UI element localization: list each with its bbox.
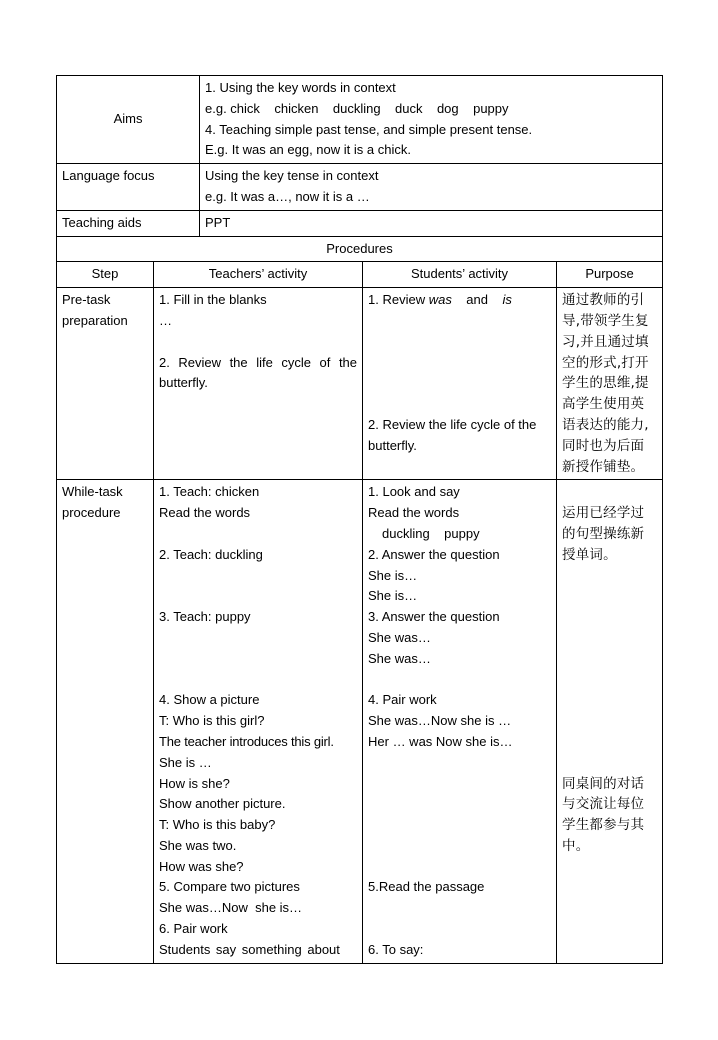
pre-task-step: Pre-task preparation bbox=[57, 288, 154, 480]
teacher-line: T: Who is this girl? bbox=[159, 713, 265, 729]
purpose-text: 运用已经学过的句型操练新授单词。 bbox=[562, 505, 645, 563]
aims-content bbox=[200, 76, 663, 164]
teacher-line: 2. Review the life cycle of the butterfly. bbox=[159, 354, 358, 391]
teacher-line: Read the words bbox=[159, 505, 251, 521]
header-student: Students’ activity bbox=[363, 262, 557, 288]
aims-line: E.g. It was an egg, now it is a chick. bbox=[205, 142, 411, 158]
teacher-line: 1. Teach: chicken bbox=[159, 484, 260, 500]
teacher-line: 6. Pair work bbox=[159, 921, 228, 937]
language-focus-label: Language focus bbox=[57, 164, 200, 211]
teacher-line: T: Who is this baby? bbox=[159, 817, 276, 833]
procedures-header-row bbox=[57, 262, 663, 288]
teacher-line: She is … bbox=[159, 754, 212, 770]
while-task-row bbox=[57, 480, 663, 963]
aims-line: 1. Using the key words in context bbox=[205, 80, 396, 95]
pre-task-teacher bbox=[154, 288, 363, 480]
lesson-plan-table bbox=[56, 75, 663, 964]
header-teacher: Teachers’ activity bbox=[154, 262, 363, 288]
teacher-line: How is she? bbox=[159, 775, 230, 791]
teacher-line: 5. Compare two pictures bbox=[159, 879, 300, 895]
student-line: 5.Read the passage bbox=[368, 879, 485, 895]
language-focus-content bbox=[200, 164, 663, 211]
teacher-line: She was…Now she is… bbox=[159, 900, 303, 916]
lesson-plan-page bbox=[56, 75, 662, 964]
header-step: Step bbox=[57, 262, 154, 288]
student-line bbox=[368, 290, 551, 311]
purpose-text: 同桌间的对话与交流让每位学生都参与其中。 bbox=[562, 775, 645, 854]
teacher-line: She was two. bbox=[159, 837, 237, 853]
student-line: duckling puppy bbox=[382, 525, 480, 541]
teacher-line: Show another picture. bbox=[159, 796, 286, 812]
student-line: Read the words bbox=[368, 505, 460, 521]
while-task-purpose bbox=[557, 480, 663, 963]
student-line: 6. To say: bbox=[368, 941, 424, 957]
while-task-student bbox=[363, 480, 557, 963]
teacher-line: … bbox=[159, 312, 172, 328]
is-word: is bbox=[502, 292, 512, 308]
teaching-aids-row bbox=[57, 210, 663, 236]
student-line: Her … was Now she is… bbox=[368, 733, 513, 749]
procedures-title: Procedures bbox=[57, 236, 663, 262]
student-line: She was…Now she is … bbox=[368, 713, 512, 729]
student-line: She is… bbox=[368, 588, 418, 604]
teacher-line: 4. Show a picture bbox=[159, 692, 260, 708]
teacher-line: 2. Teach: duckling bbox=[159, 546, 263, 562]
teacher-line: The teacher introduces this girl. bbox=[159, 733, 334, 749]
while-task-teacher bbox=[154, 480, 363, 963]
pre-task-purpose: 通过教师的引导,带领学生复习,并且通过填空的形式,打开学生的思维,提高学生使用英语表达的能力,同时也为后面新授作铺垫。 bbox=[557, 288, 663, 480]
aims-line: 4. Teaching simple past tense, and simple present tense. bbox=[205, 121, 533, 137]
teacher-line: 3. Teach: puppy bbox=[159, 609, 251, 625]
review-text: 1. Review bbox=[368, 292, 426, 308]
language-focus-line: Using the key tense in context bbox=[205, 168, 379, 184]
student-line: She was… bbox=[368, 629, 431, 645]
student-line: She is… bbox=[368, 567, 418, 583]
aims-line: e.g. chick chicken duckling duck dog puppy bbox=[205, 100, 509, 116]
teacher-line: How was she? bbox=[159, 858, 244, 874]
teacher-line: 1. Fill in the blanks bbox=[159, 292, 267, 308]
teacher-line: Students say something about bbox=[159, 941, 340, 957]
language-focus-row bbox=[57, 164, 663, 211]
language-focus-line: e.g. It was a…, now it is a … bbox=[205, 188, 370, 204]
procedures-title-row bbox=[57, 236, 663, 262]
and-word: and bbox=[466, 292, 488, 308]
aims-row bbox=[57, 76, 663, 164]
student-line: 1. Look and say bbox=[368, 484, 460, 500]
student-line: 4. Pair work bbox=[368, 692, 437, 708]
pre-task-row bbox=[57, 288, 663, 480]
student-line: She was… bbox=[368, 650, 431, 666]
student-line: 2. Review the life cycle of the butterfly. bbox=[368, 416, 537, 453]
while-task-step: While-task procedure bbox=[57, 480, 154, 963]
aims-label: Aims bbox=[57, 76, 200, 164]
student-line: 2. Answer the question bbox=[368, 546, 500, 562]
teaching-aids-value: PPT bbox=[200, 210, 663, 236]
student-line: 3. Answer the question bbox=[368, 609, 500, 625]
teaching-aids-label: Teaching aids bbox=[57, 210, 200, 236]
pre-task-student bbox=[363, 288, 557, 480]
header-purpose: Purpose bbox=[557, 262, 663, 288]
was-word: was bbox=[428, 292, 452, 308]
